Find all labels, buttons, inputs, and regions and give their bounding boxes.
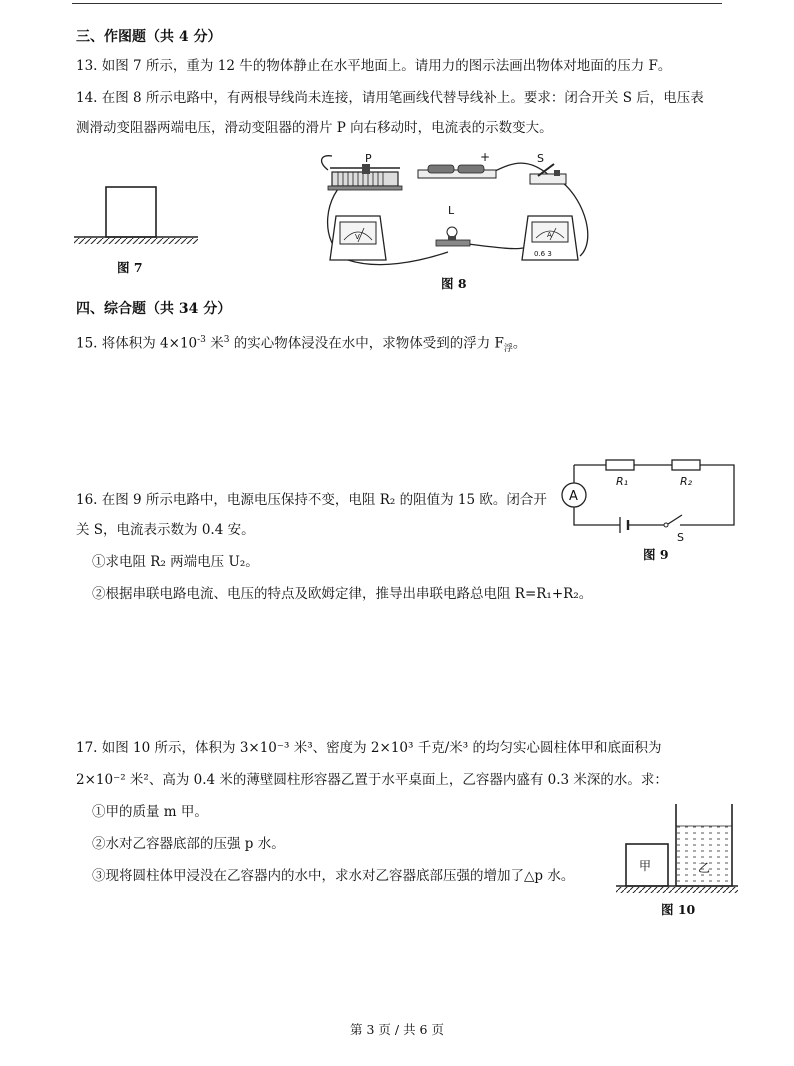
water [676, 826, 732, 886]
q15-exponent: -3 [197, 335, 206, 345]
figure-10-caption: 图 10 [661, 902, 696, 917]
section-3-title: 三、作图题（共 4 分） [76, 29, 222, 45]
label-s: S [537, 152, 544, 165]
resistor-r2 [672, 460, 700, 470]
label-l: L [448, 204, 455, 217]
question-14-line1: 14. 在图 8 所示电路中，有两根导线尚未连接，请用笔画线代替导线补上。要求：闭合开关 S 后，电压表 [76, 90, 704, 106]
question-17-line1: 17. 如图 10 所示，体积为 3×10⁻³ 米³、密度为 2×10³ 千克/米³ 的均匀实心圆柱体甲和底面积为 [76, 740, 662, 756]
voltmeter-symbol: V [355, 233, 360, 241]
figure-10-diagram [612, 800, 742, 895]
q15-end: 。 [512, 335, 527, 352]
bulb [436, 227, 470, 246]
question-16-part1: ①求电阻 R₂ 两端电压 U₂。 [92, 554, 259, 570]
battery [418, 165, 496, 178]
figure-9-caption: 图 9 [643, 547, 669, 562]
question-17-line2: 2×10⁻² 米²、高为 0.4 米的薄壁圆柱形容器乙置于水平桌面上，乙容器内盛有 0.3 米深的水。求： [76, 772, 668, 788]
question-17-part3: ③现将圆柱体甲浸没在乙容器内的水中，求水对乙容器底部压强的增加了△p 水。 [92, 868, 575, 884]
label-plus: + [480, 150, 491, 164]
figure-9-diagram [560, 455, 740, 545]
question-14-line2: 测滑动变阻器两端电压，滑动变阻器的滑片 P 向右移动时，电流表的示数变大。 [76, 120, 553, 136]
question-17-part2: ②水对乙容器底部的压强 p 水。 [92, 836, 285, 852]
wire-bulb-ammeter [468, 244, 523, 249]
q15-subscript: 浮 [503, 344, 513, 355]
ammeter-label: A [569, 489, 578, 504]
figure-8-diagram [318, 152, 598, 270]
section-4-title: 四、综合题（共 34 分） [76, 301, 232, 317]
q15-suffix: 的实心物体浸没在水中，求物体受到的浮力 F [229, 335, 504, 352]
ground-hatch [74, 238, 198, 244]
q15-unit-exponent: 3 [223, 335, 230, 345]
label-yi: 乙 [698, 861, 711, 875]
switch-pivot [664, 523, 668, 527]
block [106, 187, 156, 237]
label-r2: R₂ [680, 475, 693, 488]
question-16-line1: 16. 在图 9 所示电路中，电源电压保持不变，电阻 R₂ 的阻值为 15 欧。闭合开 [76, 492, 547, 508]
question-16-part2: ②根据串联电路电流、电压的特点及欧姆定律，推导出串联电路总电阻 R=R₁+R₂。 [92, 586, 593, 602]
ammeter-symbol: A [547, 231, 552, 239]
q15-unit: 米 [205, 335, 224, 352]
label-jia: 甲 [639, 859, 652, 873]
label-switch: S [677, 531, 684, 544]
figure-7-diagram [72, 185, 202, 245]
question-17-part1: ①甲的质量 m 甲。 [92, 804, 208, 820]
resistor-r1 [606, 460, 634, 470]
figure-8-caption: 图 8 [441, 276, 467, 291]
circuit-wire-bottom-left [574, 507, 620, 525]
ammeter-scale: 0.6 3 [534, 250, 552, 258]
table-hatch [616, 887, 738, 893]
page-footer: 第 3 页 / 共 6 页 [350, 1022, 444, 1037]
rheostat [328, 164, 402, 190]
question-16-line2: 关 S，电流表示数为 0.4 安。 [76, 522, 255, 538]
q15-prefix: 15. 将体积为 4×10 [76, 335, 198, 352]
label-r1: R₁ [616, 475, 629, 488]
switch-blade [668, 515, 682, 524]
circuit-wire-top-right [574, 465, 734, 525]
question-13: 13. 如图 7 所示，重为 12 牛的物体静止在水平地面上。请用力的图示法画出物体对地面的压力 F。 [76, 58, 672, 74]
label-p: P [365, 152, 372, 165]
header-rule [72, 3, 722, 4]
question-15 [76, 330, 526, 359]
figure-7-caption: 图 7 [117, 260, 143, 275]
